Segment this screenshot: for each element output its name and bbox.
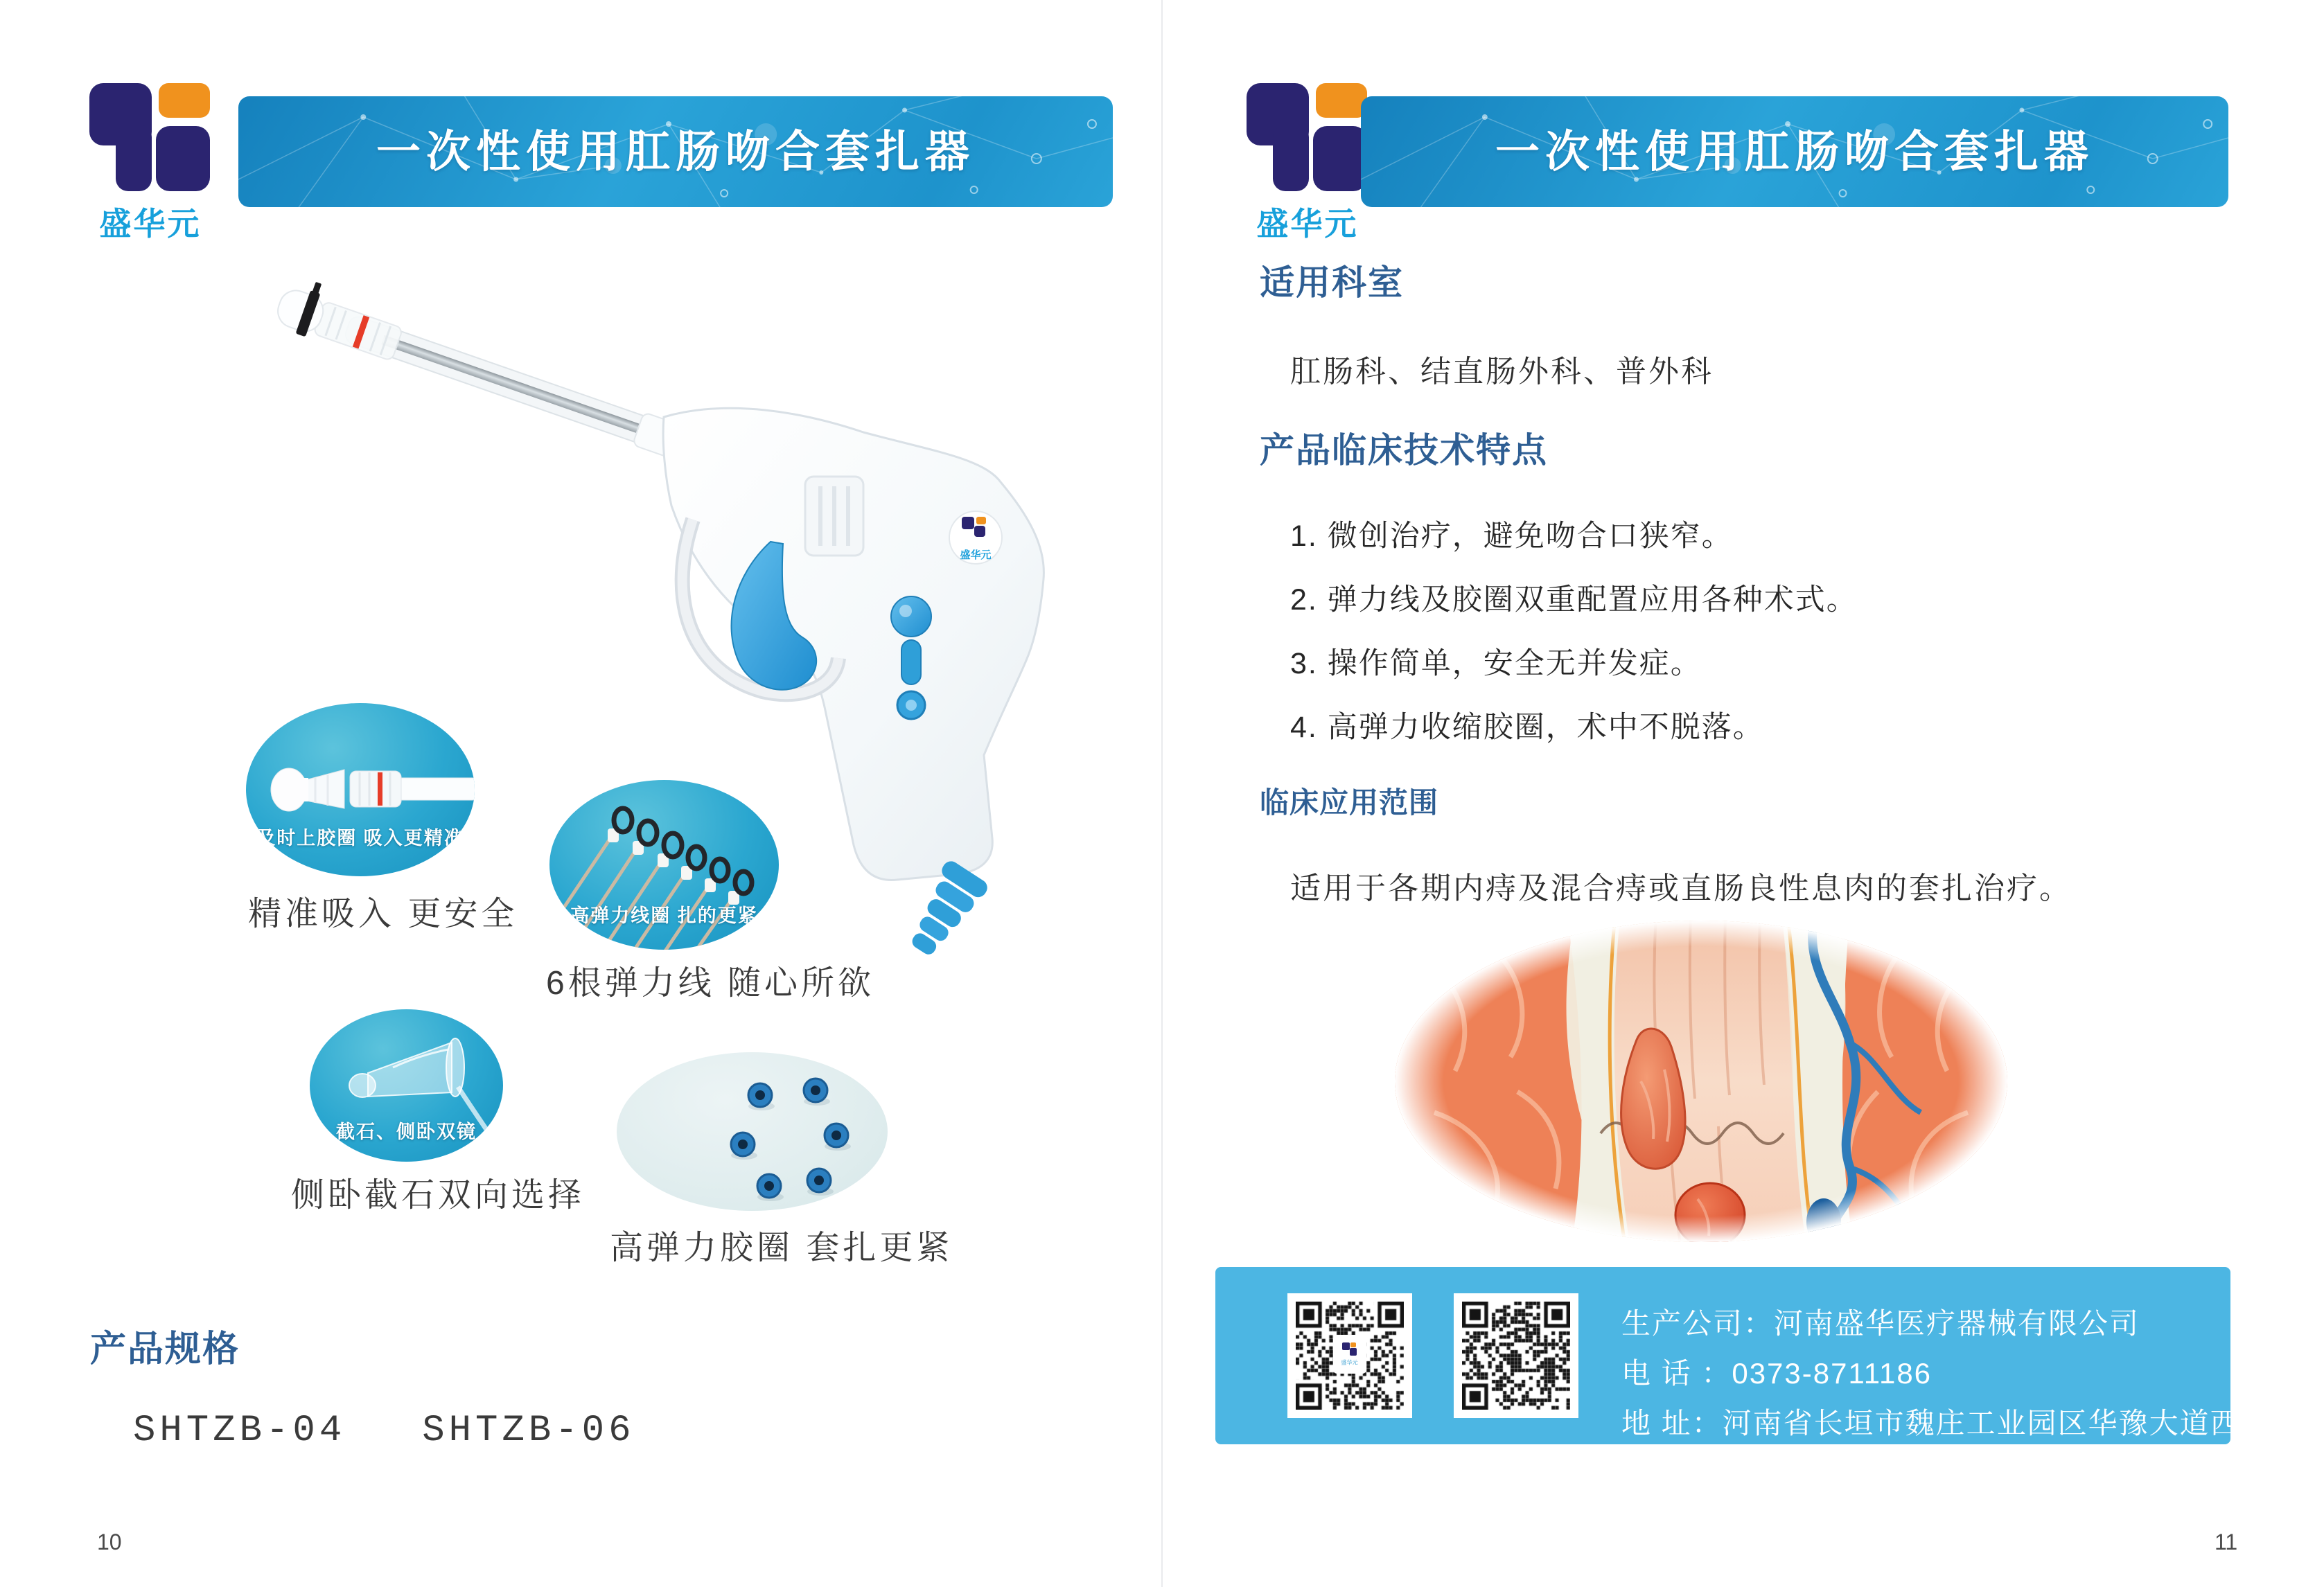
clinical-item: 2. 弹力线及胶圈双重配置应用各种术式。 — [1290, 583, 1858, 617]
feature-circle-rings — [617, 1052, 888, 1211]
specs-heading: 产品规格 — [90, 1329, 240, 1369]
feature-circle-anoscope — [310, 1009, 503, 1162]
footer-contact-lines — [1621, 1299, 2271, 1448]
company-logo-text: 盛华元 — [99, 206, 202, 242]
page-divider — [1161, 0, 1163, 1587]
rubber-rings-icon — [617, 1052, 888, 1211]
footer-address-label: 地 址： — [1621, 1407, 1723, 1439]
company-logo — [1235, 83, 1380, 245]
page-title: 一次性使用肛肠吻合套扎器 — [1495, 127, 2094, 177]
model-code: SHTZB-04 — [133, 1410, 346, 1452]
feature-circle-wires — [549, 780, 779, 950]
product-badge — [949, 511, 1002, 564]
footer-phone-value: 0373-8711186 — [1732, 1357, 1933, 1390]
feature-circle-suction — [246, 703, 475, 876]
model-code: SHTZB-06 — [422, 1410, 635, 1452]
page-number-right: 11 — [2215, 1530, 2238, 1554]
clinical-heading: 产品临床技术特点 — [1260, 431, 1548, 470]
clinical-item: 3. 操作简单，安全无并发症。 — [1290, 647, 1702, 680]
footer-address-value: 河南省长垣市魏庄工业园区华豫大道西侧 — [1722, 1407, 2271, 1439]
company-logo-icon — [1247, 83, 1368, 194]
feature-caption: 6根弹力线 随心所欲 — [546, 965, 875, 1002]
footer-company — [1621, 1299, 2271, 1349]
feature-caption: 侧卧截石双向选择 — [291, 1177, 586, 1214]
scope-heading: 临床应用范围 — [1260, 786, 1439, 819]
footer-address — [1621, 1399, 2271, 1448]
company-logo — [78, 83, 223, 245]
qr-logo-text: 盛华元 — [1341, 1358, 1359, 1365]
footer-contact-box — [1215, 1267, 2271, 1444]
feature-caption: 高弹力胶圈 套扎更紧 — [610, 1230, 953, 1266]
footer-company-value: 河南盛华医疗器械有限公司 — [1774, 1307, 2140, 1340]
feature-tag: 及时上胶圈 吸入更精准 — [256, 828, 464, 849]
feature-tag: 截石、侧卧双镜 — [336, 1121, 477, 1142]
footer-company-label: 生产公司： — [1621, 1307, 1775, 1340]
clinical-item: 4. 高弹力收缩胶圈，术中不脱落。 — [1290, 711, 1764, 744]
scope-body: 适用于各期内痔及混合痔或直肠良性息肉的套扎治疗。 — [1290, 871, 2072, 905]
page-title: 一次性使用肛肠吻合套扎器 — [376, 127, 975, 177]
footer-phone — [1621, 1349, 2271, 1399]
company-logo-text: 盛华元 — [1256, 206, 1359, 242]
feature-caption: 精准吸入 更安全 — [248, 896, 518, 932]
product-badge-text: 盛华元 — [960, 549, 992, 561]
clinical-item: 1. 微创治疗，避免吻合口狭窄。 — [1290, 520, 1733, 553]
qr-center-logo — [1333, 1335, 1366, 1374]
device-tip-icon — [246, 703, 475, 876]
specs-models — [133, 1410, 712, 1452]
dept-heading: 适用科室 — [1260, 263, 1404, 302]
feature-tag: 高弹力线圈 扎的更紧 — [570, 905, 758, 926]
qr-code-2-icon — [1462, 1302, 1570, 1410]
dept-body: 肛肠科、结直肠外科、普外科 — [1290, 355, 1714, 389]
page-title-banner — [238, 96, 1113, 207]
company-logo-icon — [89, 83, 211, 194]
page-number-left: 10 — [97, 1530, 122, 1554]
qr-logo-mark-icon — [1342, 1342, 1357, 1358]
anatomy-illustration — [1393, 919, 2009, 1244]
footer-phone-label: 电 话 ： — [1621, 1357, 1732, 1390]
qr-code-wechat — [1287, 1293, 1412, 1418]
qr-code-website — [1454, 1293, 1578, 1418]
page-title-banner — [1361, 96, 2228, 207]
